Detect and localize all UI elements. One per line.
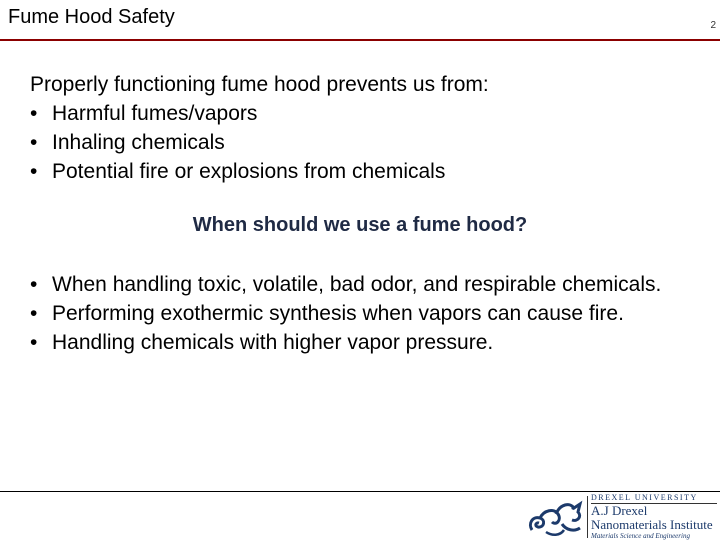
institute-tagline: Materials Science and Engineering (591, 532, 690, 540)
intro-section (30, 70, 690, 186)
institute-name-line2: Nanomaterials Institute (591, 517, 713, 532)
answers-bullet-list (30, 270, 686, 357)
list-item (30, 99, 690, 128)
list-item (30, 299, 686, 328)
bullet-icon: • (30, 131, 38, 154)
list-item-text: When handling toxic, volatile, bad odor, and respirable chemicals. (52, 273, 662, 296)
list-item (30, 328, 686, 357)
bullet-icon: • (30, 302, 38, 325)
list-item (30, 270, 686, 299)
question-heading: When should we use a fume hood? (192, 214, 528, 236)
slide-title: Fume Hood Safety (8, 6, 175, 28)
list-item (30, 128, 690, 157)
list-item-text: Harmful fumes/vapors (52, 102, 258, 125)
university-name: DREXEL UNIVERSITY (591, 493, 717, 504)
answers-section (30, 270, 686, 357)
list-item (30, 157, 690, 186)
institute-logo-text (591, 493, 717, 541)
bullet-icon: • (30, 102, 38, 125)
title-divider (0, 39, 720, 41)
bullet-icon: • (30, 331, 38, 354)
dragon-logo-icon (526, 496, 586, 538)
intro-lead: Properly functioning fume hood prevents us from: (30, 73, 489, 96)
list-item-text: Handling chemicals with higher vapor pressure. (52, 331, 494, 354)
logo-divider (587, 496, 588, 538)
list-item-text: Inhaling chemicals (52, 131, 225, 154)
bullet-icon: • (30, 273, 38, 296)
page-number: 2 (710, 20, 716, 31)
list-item-text: Potential fire or explosions from chemicals (52, 160, 446, 183)
institute-name-line1: A.J Drexel (591, 503, 648, 518)
intro-bullet-list (30, 99, 690, 186)
list-item-text: Performing exothermic synthesis when vapors can cause fire. (52, 302, 624, 325)
footer-divider (0, 491, 720, 492)
bullet-icon: • (30, 160, 38, 183)
